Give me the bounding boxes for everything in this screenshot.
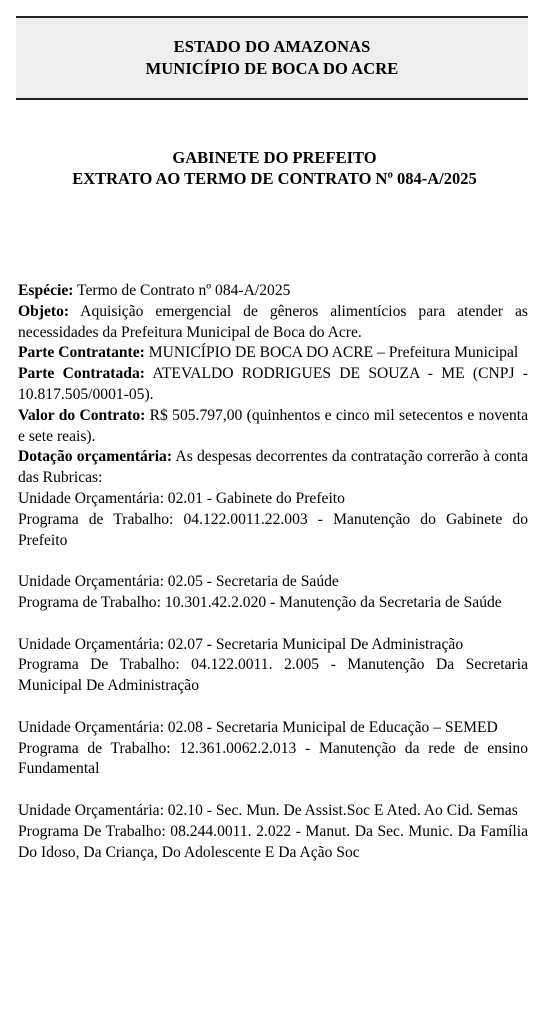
contratante-label: Parte Contratante:: [18, 344, 145, 362]
contract-extract-body: [18, 281, 528, 863]
rubrica-programa: Programa De Trabalho: 08.244.0011. 2.022 - Manut. Da Sec. Munic. Da Família Do Idoso, Da Criança, Do Adolescente E Da Ação Soc: [18, 822, 528, 861]
dotacao-label: Dotação orçamentária:: [18, 448, 173, 466]
header-box: [16, 16, 528, 100]
municipality-name: MUNICÍPIO DE BOCA DO ACRE: [145, 59, 399, 78]
especie-label: Espécie:: [18, 282, 74, 299]
spacer: [18, 697, 528, 718]
contratada-label: Parte Contratada:: [18, 365, 145, 383]
spacer: [18, 614, 528, 635]
rubrica-unidade: Unidade Orçamentária: 02.05 - Secretaria de Saúde: [18, 573, 339, 591]
dotacao-paragraph: [18, 447, 528, 489]
contratante-value: MUNICÍPIO DE BOCA DO ACRE – Prefeitura Municipal: [144, 344, 519, 362]
rubrica-unidade: Unidade Orçamentária: 02.10 - Sec. Mun. De Assist.Soc E Ated. Ao Cid. Semas: [18, 801, 518, 819]
objeto-paragraph: [18, 302, 528, 344]
rubrica-programa: Programa de Trabalho: 12.361.0062.2.013 - Manutenção da rede de ensino Fundamental: [18, 739, 528, 778]
state-name: ESTADO DO AMAZONAS: [173, 37, 371, 56]
title-block: [0, 147, 549, 189]
office-title: GABINETE DO PREFEITO: [172, 148, 377, 167]
dotacao-value: As despesas decorrentes da contratação correrão à conta das Rubricas:: [18, 448, 529, 487]
contratante-paragraph: [18, 343, 528, 364]
rubrica-programa: Programa de Trabalho: 04.122.0011.22.003 - Manutenção do Gabinete do Prefeito: [18, 510, 528, 549]
contratada-paragraph: [18, 364, 528, 406]
objeto-value: Aquisição emergencial de gêneros alimentícios para atender as necessidades da Prefeitura Municipal de Boca do Acre.: [18, 302, 528, 341]
rubrica-unidade: Unidade Orçamentária: 02.07 - Secretaria Municipal De Administração: [18, 635, 464, 653]
especie-paragraph: [18, 281, 528, 302]
objeto-label: Objeto:: [18, 302, 70, 320]
rubrica-programa: Programa de Trabalho: 10.301.42.2.020 - Manutenção da Secretaria de Saúde: [18, 593, 502, 611]
spacer: [18, 551, 528, 572]
document-title: EXTRATO AO TERMO DE CONTRATO Nº 084-A/2025: [72, 169, 477, 188]
especie-value: Termo de Contrato nº 084-A/2025: [73, 282, 291, 299]
valor-paragraph: [18, 406, 528, 448]
rubrica-programa: Programa De Trabalho: 04.122.0011. 2.005 - Manutenção Da Secretaria Municipal De Administração: [18, 656, 528, 695]
spacer: [18, 780, 528, 801]
contratada-value: ATEVALDO RODRIGUES DE SOUZA - ME (CNPJ - 10.817.505/0001-05).: [18, 365, 528, 403]
rubrica-unidade: Unidade Orçamentária: 02.01 - Gabinete do Prefeito: [18, 489, 345, 507]
valor-value: R$ 505.797,00 (quinhentos e cinco mil setecentos e noventa e sete reais).: [18, 406, 528, 445]
valor-label: Valor do Contrato:: [18, 406, 146, 424]
rubrica-unidade: Unidade Orçamentária: 02.08 - Secretaria Municipal de Educação – SEMED: [18, 718, 498, 736]
